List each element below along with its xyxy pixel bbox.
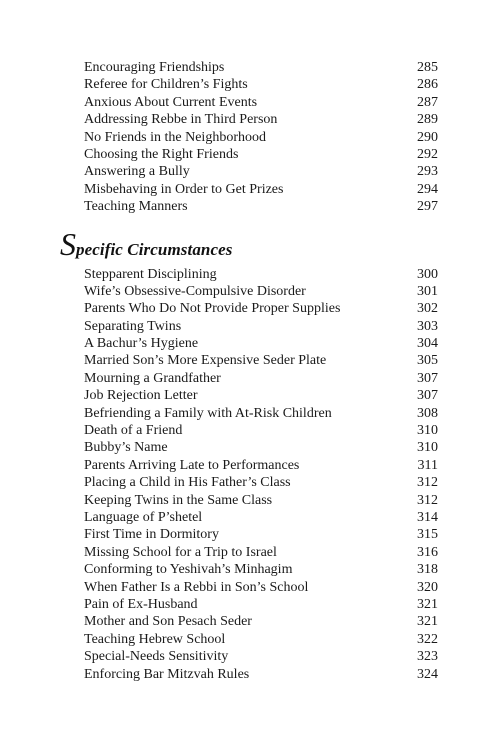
toc-entry — [84, 318, 438, 335]
toc-entry — [84, 94, 438, 111]
toc-entry-title: Job Rejection Letter — [84, 388, 198, 404]
toc-entry — [84, 76, 438, 93]
section-heading — [60, 225, 438, 262]
toc-entry-page-number: 311 — [417, 457, 438, 473]
toc-entry — [84, 457, 438, 474]
toc-entry — [84, 266, 438, 283]
toc-entry — [84, 146, 438, 163]
toc-entry — [84, 283, 438, 300]
toc-entry-title: Teaching Manners — [84, 199, 188, 215]
toc-entry-title: Encouraging Friendships — [84, 60, 225, 75]
toc-entry-page-number: 323 — [417, 649, 438, 665]
toc-entry — [84, 648, 438, 665]
toc-entry-title: Language of P’shetel — [84, 509, 203, 525]
toc-entry-page-number: 308 — [417, 405, 438, 421]
toc-list-specific-circumstances — [84, 266, 438, 683]
toc-entry-title: Befriending a Family with At-Risk Children — [84, 405, 332, 421]
toc-entry-title: Married Son’s More Expensive Seder Plate — [84, 353, 327, 369]
toc-entry — [84, 544, 438, 561]
toc-entry-title: Death of a Friend — [84, 423, 183, 439]
toc-entry-title: When Father Is a Rebbi in Son’s School — [84, 579, 309, 595]
toc-entry-page-number: 289 — [417, 112, 438, 128]
toc-entry-page-number: 292 — [417, 146, 438, 162]
toc-entry-title: Bubby’s Name — [84, 440, 168, 456]
toc-entry — [84, 561, 438, 578]
toc-entry-title: Stepparent Disciplining — [84, 266, 217, 282]
toc-entry-page-number: 320 — [417, 579, 438, 595]
toc-entry — [84, 405, 438, 422]
toc-entry-page-number: 316 — [417, 544, 438, 560]
toc-entry-title: Mourning a Grandfather — [84, 370, 221, 386]
toc-entry — [84, 613, 438, 630]
toc-entry-page-number: 304 — [417, 336, 438, 352]
toc-entry — [84, 181, 438, 198]
toc-entry — [84, 198, 438, 215]
toc-entry — [84, 352, 438, 369]
toc-entry-title: Conforming to Yeshivah’s Minhagim — [84, 562, 293, 578]
toc-entry-title: Choosing the Right Friends — [84, 146, 239, 162]
toc-entry-title: Keeping Twins in the Same Class — [84, 492, 273, 508]
toc-entry-page-number: 303 — [417, 318, 438, 334]
toc-entry — [84, 474, 438, 491]
toc-entry — [84, 509, 438, 526]
toc-entry-title: Placing a Child in His Father’s Class — [84, 475, 291, 491]
toc-entry — [84, 439, 438, 456]
toc-entry-page-number: 312 — [417, 492, 438, 508]
toc-entry-page-number: 310 — [417, 440, 438, 456]
section-heading-initial: S — [60, 225, 76, 262]
toc-entry-title: Teaching Hebrew School — [84, 631, 226, 647]
toc-entry-title: Missing School for a Trip to Israel — [84, 544, 277, 560]
toc-entry-page-number: 285 — [417, 60, 438, 75]
toc-entry-title: Enforcing Bar Mitzvah Rules — [84, 666, 250, 682]
toc-entry-title: Misbehaving in Order to Get Prizes — [84, 181, 284, 197]
toc-entry — [84, 666, 438, 683]
toc-entry-title: Anxious About Current Events — [84, 94, 258, 110]
toc-entry — [84, 579, 438, 596]
toc-entry-title: Mother and Son Pesach Seder — [84, 614, 252, 630]
toc-entry-page-number: 305 — [417, 353, 438, 369]
toc-entry-page-number: 290 — [417, 129, 438, 145]
toc-entry-title: Special-Needs Sensitivity — [84, 649, 229, 665]
toc-entry-page-number: 302 — [417, 301, 438, 317]
toc-entry-title: First Time in Dormitory — [84, 527, 219, 543]
toc-entry-page-number: 307 — [417, 370, 438, 386]
toc-entry — [84, 387, 438, 404]
toc-entry-page-number: 321 — [417, 614, 438, 630]
toc-list-first — [84, 59, 438, 216]
toc-entry-page-number: 310 — [417, 423, 438, 439]
toc-entry-page-number: 293 — [417, 164, 438, 180]
toc-entry — [84, 163, 438, 180]
toc-entry-page-number: 322 — [417, 631, 438, 647]
toc-entry — [84, 129, 438, 146]
toc-entry — [84, 492, 438, 509]
toc-entry — [84, 300, 438, 317]
toc-entry-title: A Bachur’s Hygiene — [84, 336, 199, 352]
toc-entry — [84, 526, 438, 543]
toc-entry — [84, 631, 438, 648]
toc-entry-page-number: 324 — [417, 666, 438, 682]
toc-entry-title: Referee for Children’s Fights — [84, 77, 248, 93]
table-of-contents — [60, 59, 438, 683]
toc-entry-title: Parents Arriving Late to Performances — [84, 457, 300, 473]
toc-entry-title: Separating Twins — [84, 318, 182, 334]
toc-entry — [84, 59, 438, 76]
toc-entry-page-number: 300 — [417, 266, 438, 282]
toc-entry-page-number: 307 — [417, 388, 438, 404]
toc-entry-page-number: 318 — [417, 562, 438, 578]
toc-entry-page-number: 314 — [417, 509, 438, 525]
toc-entry-title: Wife’s Obsessive-Compulsive Disorder — [84, 283, 306, 299]
toc-entry-page-number: 297 — [417, 199, 438, 215]
toc-entry-title: Addressing Rebbe in Third Person — [84, 112, 278, 128]
toc-entry-page-number: 315 — [417, 527, 438, 543]
toc-entry — [84, 111, 438, 128]
toc-entry-page-number: 312 — [417, 475, 438, 491]
toc-entry-title: Answering a Bully — [84, 164, 190, 180]
toc-entry-page-number: 287 — [417, 94, 438, 110]
toc-entry-page-number: 301 — [417, 283, 438, 299]
toc-entry — [84, 596, 438, 613]
toc-entry-title: Pain of Ex-Husband — [84, 596, 198, 612]
toc-entry — [84, 422, 438, 439]
toc-entry-title: Parents Who Do Not Provide Proper Supplies — [84, 301, 341, 317]
section-heading-text: pecific Circumstances — [76, 239, 233, 259]
toc-entry-page-number: 286 — [417, 77, 438, 93]
toc-entry-title: No Friends in the Neighborhood — [84, 129, 266, 145]
toc-entry-page-number: 294 — [417, 181, 438, 197]
toc-entry — [84, 370, 438, 387]
toc-entry — [84, 335, 438, 352]
toc-entry-page-number: 321 — [417, 596, 438, 612]
